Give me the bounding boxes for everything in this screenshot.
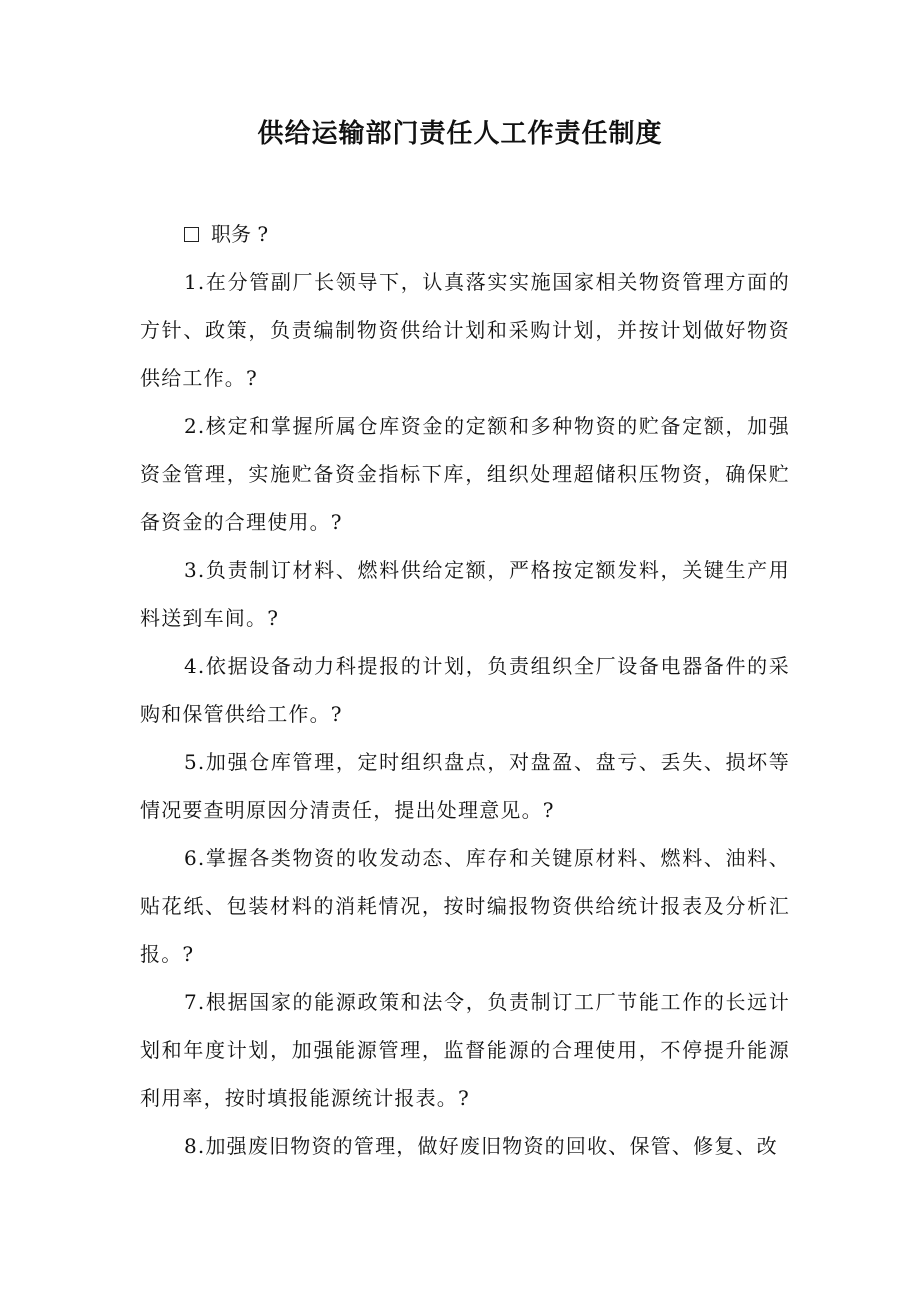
paragraph-2: 2.核定和掌握所属仓库资金的定额和多种物资的贮备定额，加强资金管理，实施贮备资金指标下库，组织处理超储积压物资，确保贮备资金的合理使用。? bbox=[140, 414, 790, 534]
paragraph-3: 3.负责制订材料、燃料供给定额，严格按定额发料，关键生产用料送到车间。? bbox=[140, 558, 790, 630]
paragraph-7: 7.根据国家的能源政策和法令，负责制订工厂节能工作的长远计划和年度计划，加强能源管理，监督能源的合理使用，不停提升能源利用率，按时填报能源统计报表。? bbox=[140, 990, 790, 1110]
section-heading-label: 职务 ? bbox=[211, 222, 269, 246]
paragraph-1: 1.在分管副厂长领导下，认真落实实施国家相关物资管理方面的方针、政策，负责编制物资供给计划和采购计划，并按计划做好物资供给工作。? bbox=[140, 270, 790, 390]
paragraph-6: 6.掌握各类物资的收发动态、库存和关键原材料、燃料、油料、贴花纸、包装材料的消耗情况，按时编报物资供给统计报表及分析汇报。? bbox=[140, 846, 790, 966]
paragraph-5: 5.加强仓库管理，定时组织盘点，对盘盈、盘亏、丢失、损坏等情况要查明原因分清责任，提出处理意见。? bbox=[140, 750, 790, 822]
section-heading bbox=[140, 210, 790, 258]
document-title: 供给运输部门责任人工作责任制度 bbox=[257, 119, 663, 149]
paragraph-4: 4.依据设备动力科提报的计划，负责组织全厂设备电器备件的采购和保管供给工作。? bbox=[140, 654, 790, 726]
checkbox-icon bbox=[184, 227, 199, 242]
document-body bbox=[140, 210, 790, 1170]
paragraph-8: 8.加强废旧物资的管理，做好废旧物资的回收、保管、修复、改 bbox=[184, 1134, 778, 1158]
